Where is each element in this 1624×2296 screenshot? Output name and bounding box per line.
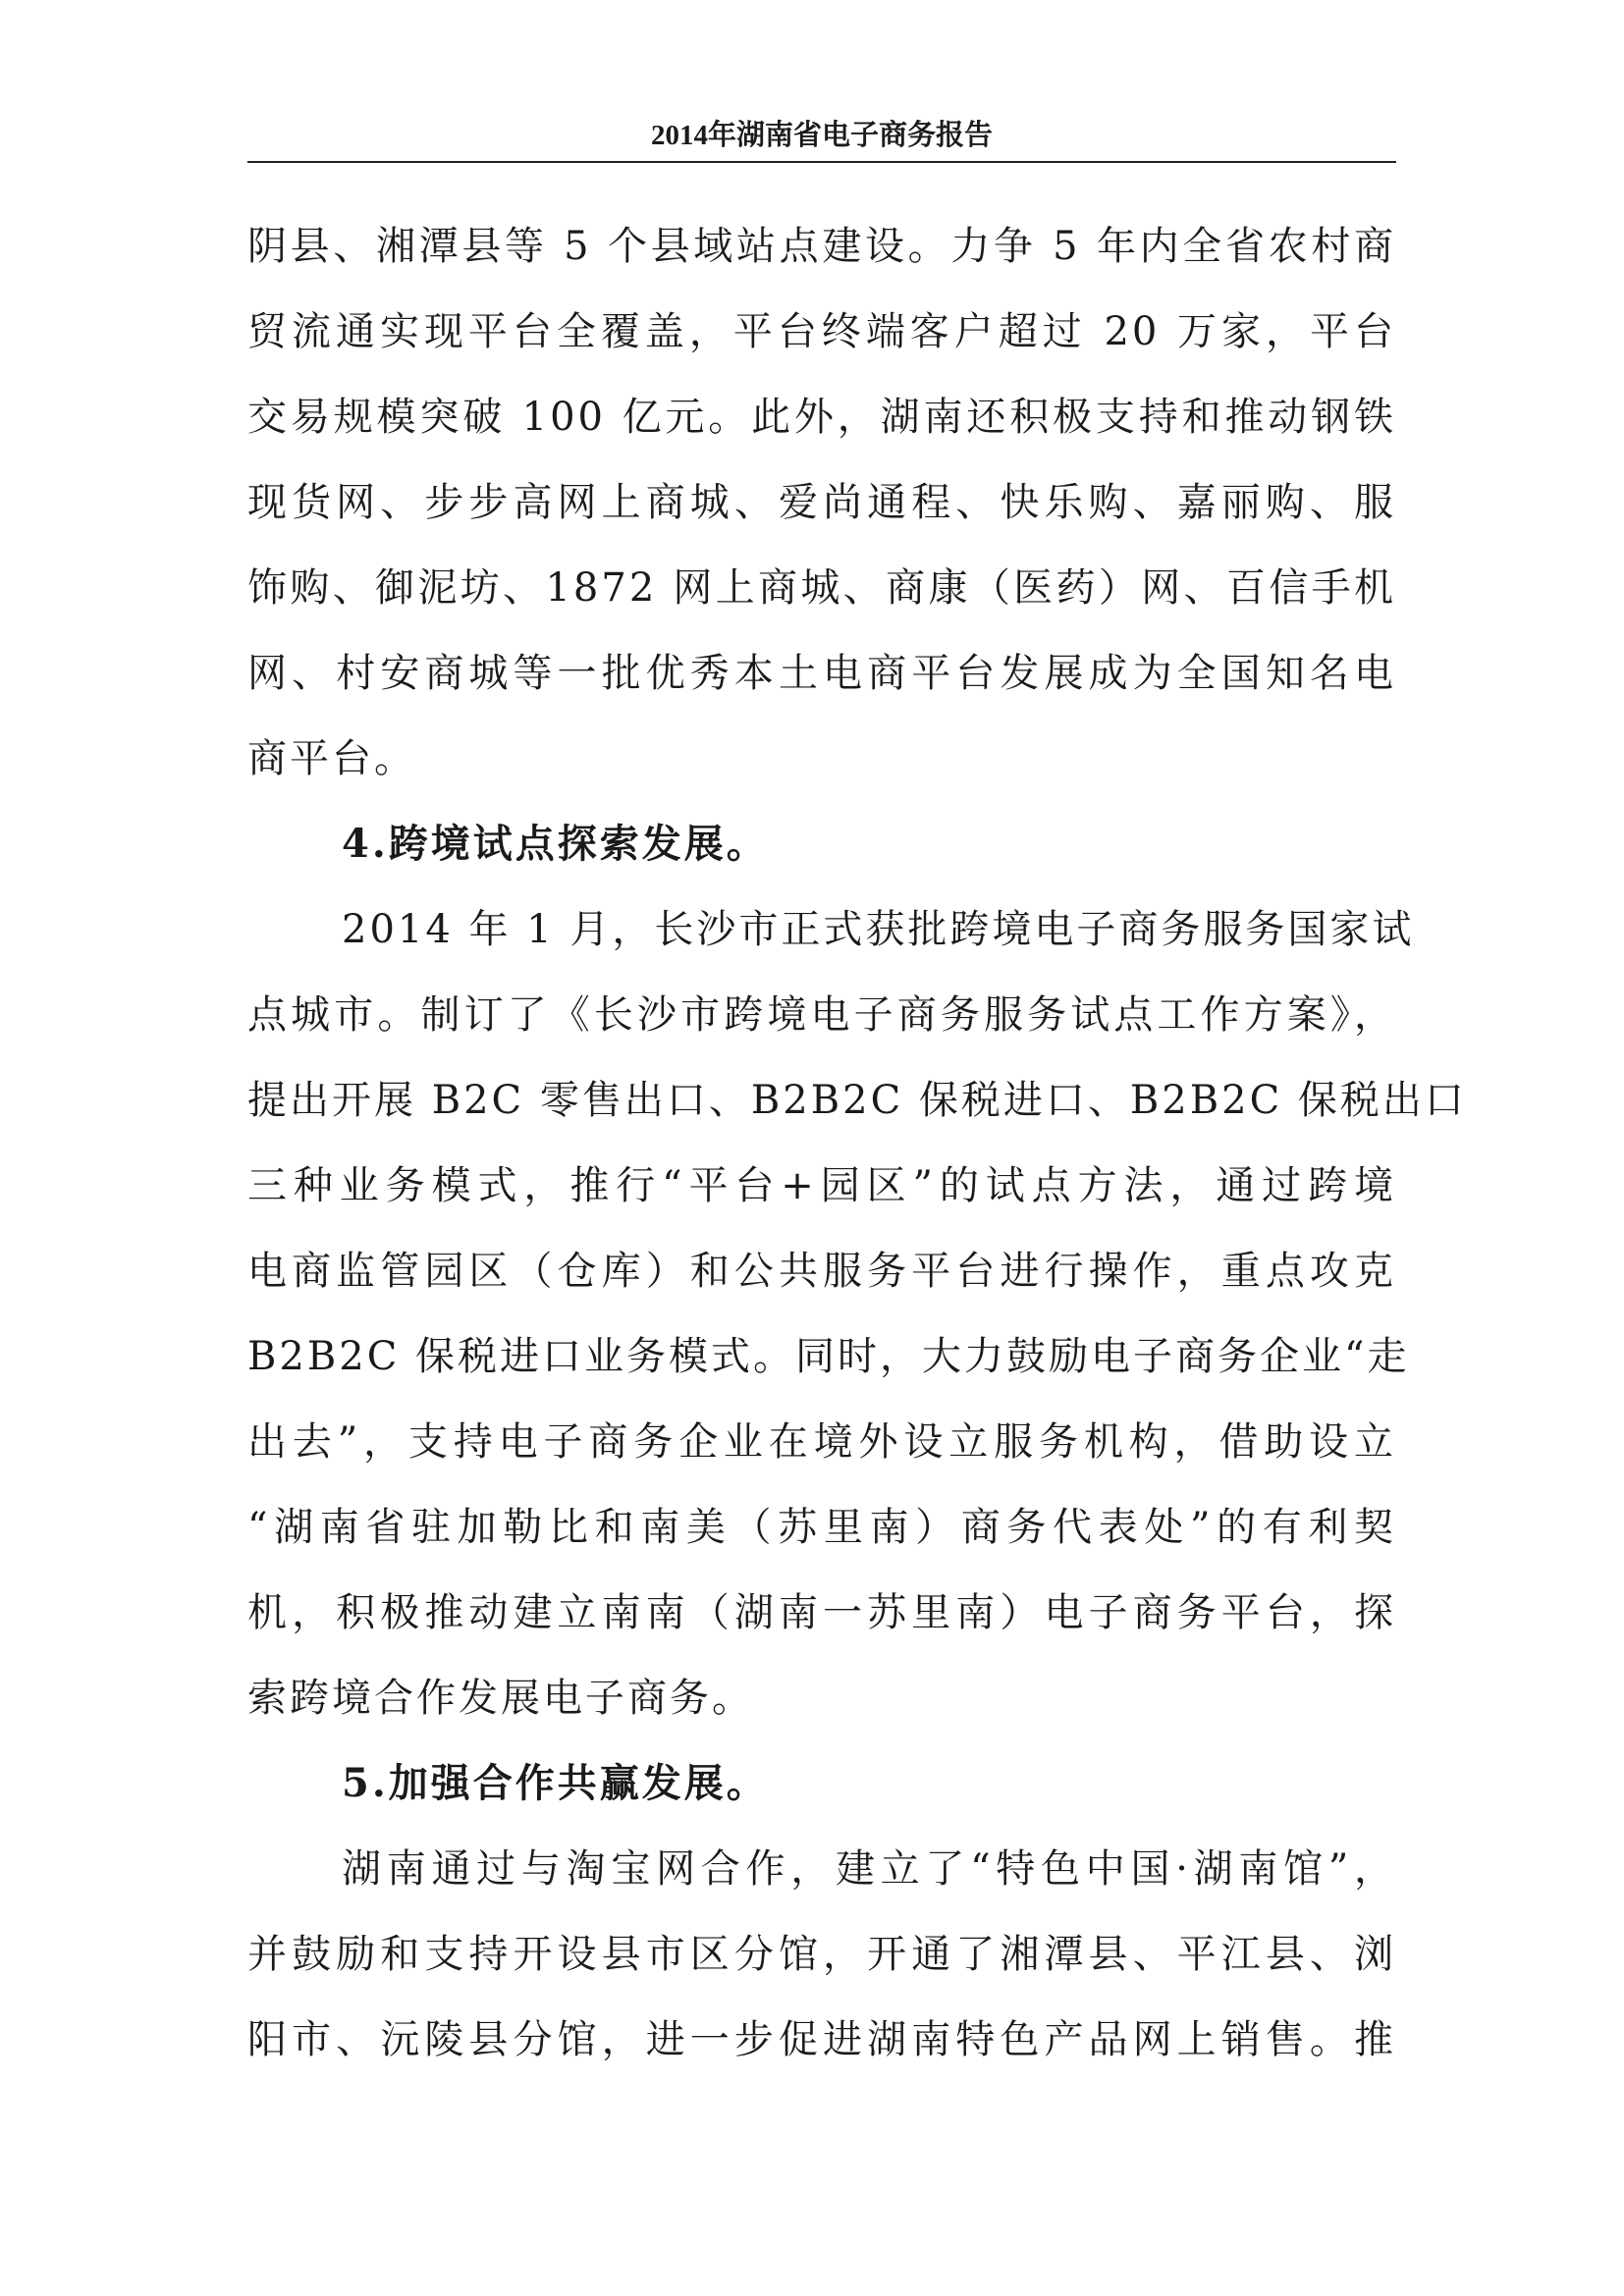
paragraph-line: “湖南省驻加勒比和南美（苏里南）商务代表处”的有利契 — [247, 1505, 1396, 1550]
paragraph-line: 湖南通过与淘宝网合作，建立了“特色中国·湖南馆”， — [342, 1846, 1396, 1892]
paragraph-line: 三种业务模式，推行“平台+园区”的试点方法，通过跨境 — [247, 1163, 1396, 1208]
paragraph-line: B2B2C 保税进口业务模式。同时，大力鼓励电子商务企业“走 — [247, 1334, 1410, 1379]
paragraph-line: 饰购、御泥坊、1872 网上商城、商康（医药）网、百信手机 — [247, 565, 1396, 611]
running-header: 2014年湖南省电子商务报告 — [650, 120, 993, 151]
paragraph-line: 索跨境合作发展电子商务。 — [247, 1676, 754, 1721]
paragraph-line: 商平台。 — [247, 736, 416, 781]
paragraph-line: 2014 年 1 月，长沙市正式获批跨境电子商务服务国家试 — [342, 907, 1415, 952]
paragraph-line: 阳市、沅陵县分馆，进一步促进湖南特色产品网上销售。推 — [247, 2017, 1396, 2062]
section-heading-5: 5.加强合作共赢发展。 — [342, 1760, 769, 1806]
paragraph-line: 提出开展 B2C 零售出口、B2B2C 保税进口、B2B2C 保税出口 — [247, 1078, 1467, 1123]
paragraph-line: 点城市。制订了《长沙市跨境电子商务服务试点工作方案》， — [247, 992, 1396, 1038]
paragraph-line: 机，积极推动建立南南（湖南一苏里南）电子商务平台，探 — [247, 1590, 1396, 1635]
paragraph-line: 电商监管园区（仓库）和公共服务平台进行操作，重点攻克 — [247, 1249, 1396, 1294]
paragraph-line: 并鼓励和支持开设县市区分馆，开通了湘潭县、平江县、浏 — [247, 1932, 1396, 1977]
header-divider — [247, 161, 1396, 163]
paragraph-line: 交易规模突破 100 亿元。此外，湖南还积极支持和推动钢铁 — [247, 395, 1396, 440]
paragraph-line: 现货网、步步高网上商城、爱尚通程、快乐购、嘉丽购、服 — [247, 480, 1396, 525]
paragraph-line: 出去”，支持电子商务企业在境外设立服务机构，借助设立 — [247, 1419, 1396, 1465]
paragraph-line: 阴县、湘潭县等 5 个县域站点建设。力争 5 年内全省农村商 — [247, 224, 1396, 269]
paragraph-line: 网、村安商城等一批优秀本土电商平台发展成为全国知名电 — [247, 651, 1396, 696]
paragraph-line: 贸流通实现平台全覆盖，平台终端客户超过 20 万家，平台 — [247, 309, 1396, 354]
section-heading-4: 4.跨境试点探索发展。 — [342, 821, 769, 867]
